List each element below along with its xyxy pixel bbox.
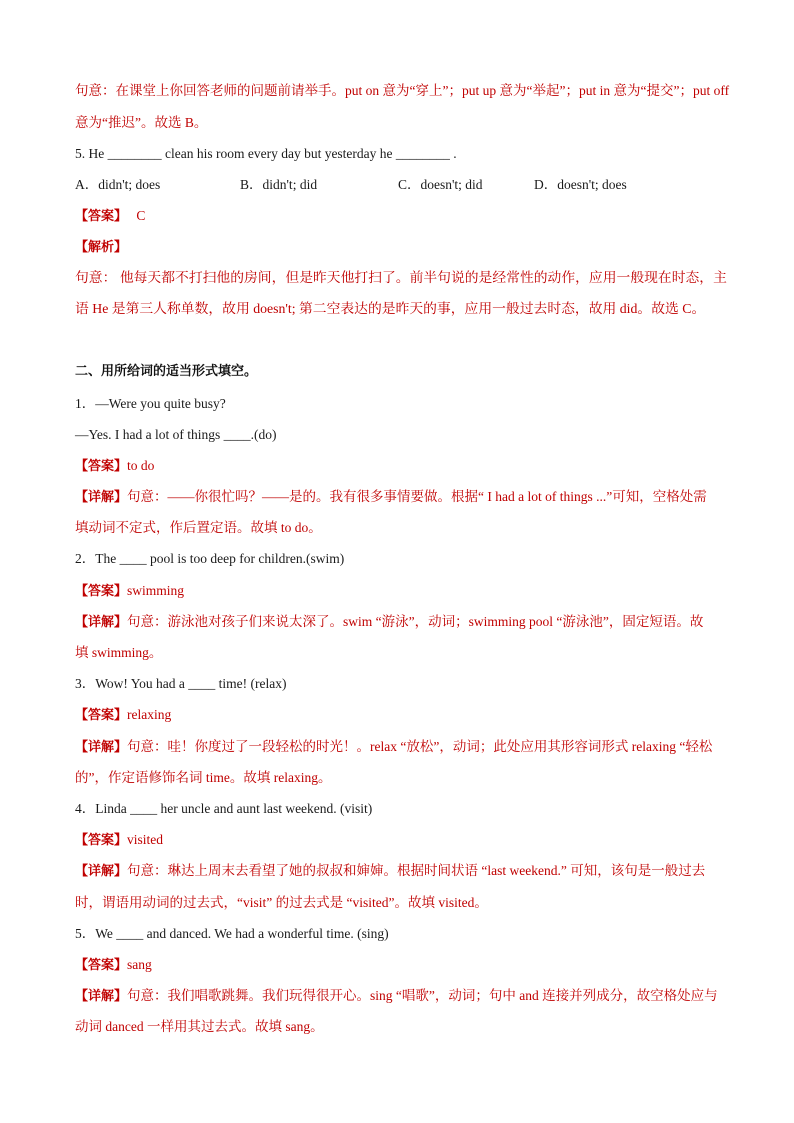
item2-detail-line2: 填 swimming。 (75, 645, 163, 660)
item3-question: 3．Wow! You had a ____ time! (relax) (75, 676, 287, 691)
answer-value: visited (127, 832, 164, 847)
answer-value: sang (127, 957, 152, 972)
item3-detail-line2: 的”，作定语修饰名词 time。故填 relaxing。 (75, 770, 332, 785)
detail-text: 句意：哇！你度过了一段轻松的时光！。relax “放松”，动词；此处应用其形容词形式 relaxing “轻松 (127, 739, 713, 754)
analysis-tag: 【解析】 (75, 240, 128, 255)
item1-detail-line2: 填动词不定式，作后置定语。故填 to do。 (75, 520, 322, 535)
detail-tag: 【详解】 (75, 989, 128, 1004)
item3-answer (75, 705, 746, 726)
item5-detail-line1 (75, 986, 746, 1007)
item1-answer (75, 456, 746, 477)
q5-analysis-line2: 语 He 是第三人称单数，故用 doesn't; 第二空表达的是昨天的事，应用一般过去时态，故用 did。故选 C。 (75, 301, 706, 316)
q5-option-a: A．didn't; does (75, 177, 161, 192)
item2-detail-line1 (75, 612, 746, 633)
detail-tag: 【详解】 (75, 740, 128, 755)
item5-detail-line2: 动词 danced 一样用其过去式。故填 sang。 (75, 1019, 324, 1034)
detail-text: 句意：琳达上周末去看望了她的叔叔和婶婶。根据时间状语 “last weekend.” 可知，该句是一般过去 (127, 863, 706, 878)
q5-option-b: B．didn't; did (240, 177, 318, 192)
item5-question: 5．We ____ and danced. We had a wonderful time. (sing) (75, 926, 389, 941)
item3-detail-line1 (75, 737, 746, 758)
answer-value: C (136, 208, 146, 223)
item2-question: 2．The ____ pool is too deep for children.(swim) (75, 551, 345, 566)
detail-text: 句意：我们唱歌跳舞。我们玩得很开心。sing “唱歌”，动词；句中 and 连接并列成分，故空格处应与 (127, 988, 718, 1003)
item4-answer (75, 830, 746, 851)
q4-explanation-line1: 句意：在课堂上你回答老师的问题前请举手。put on 意为“穿上”；put up 意为“举起”；put in 意为“提交”；put off (75, 83, 730, 98)
q5-analysis-line1: 句意： 他每天都不打扫他的房间，但是昨天他打扫了。前半句说的是经常性的动作，应用一般现在时态，主 (75, 270, 727, 285)
answer-value: to do (127, 458, 155, 473)
item2-answer (75, 581, 746, 602)
q5-analysis-tag-line (75, 237, 746, 258)
item1-question-line1: 1．—Were you quite busy? (75, 396, 226, 411)
answer-tag: 【答案】 (75, 584, 128, 599)
detail-text: 句意：——你很忙吗？——是的。我有很多事情要做。根据“ I had a lot of things ...”可知，空格处需 (127, 489, 707, 504)
item4-detail-line2: 时，谓语用动词的过去式，“visit” 的过去式是 “visited”。故填 visited。 (75, 895, 488, 910)
item1-question-line2: —Yes. I had a lot of things ____.(do) (75, 427, 277, 442)
answer-value: relaxing (127, 707, 172, 722)
answer-tag: 【答案】 (75, 459, 128, 474)
answer-tag: 【答案】 (75, 708, 128, 723)
item5-answer (75, 955, 746, 976)
answer-tag: 【答案】 (75, 209, 128, 224)
q5-answer (75, 206, 746, 227)
detail-text: 句意：游泳池对孩子们来说太深了。swim “游泳”，动词；swimming pool “游泳池”，固定短语。故 (127, 614, 704, 629)
section-heading: 二、用所给词的适当形式填空。 (75, 364, 258, 379)
q5-stem: 5. He ________ clean his room every day but yesterday he ________ . (75, 146, 457, 161)
item4-detail-line1 (75, 861, 746, 882)
q5-option-c: C．doesn't; did (398, 177, 483, 192)
detail-tag: 【详解】 (75, 864, 128, 879)
answer-value: swimming (127, 583, 185, 598)
answer-tag: 【答案】 (75, 833, 128, 848)
detail-tag: 【详解】 (75, 490, 128, 505)
answer-tag: 【答案】 (75, 958, 128, 973)
detail-tag: 【详解】 (75, 615, 128, 630)
item4-question: 4．Linda ____ her uncle and aunt last weekend. (visit) (75, 801, 373, 816)
item1-detail-line1 (75, 487, 746, 508)
q5-option-d: D．doesn't; does (534, 177, 627, 192)
q4-explanation-line2: 意为“推迟”。故选 B。 (75, 115, 208, 130)
